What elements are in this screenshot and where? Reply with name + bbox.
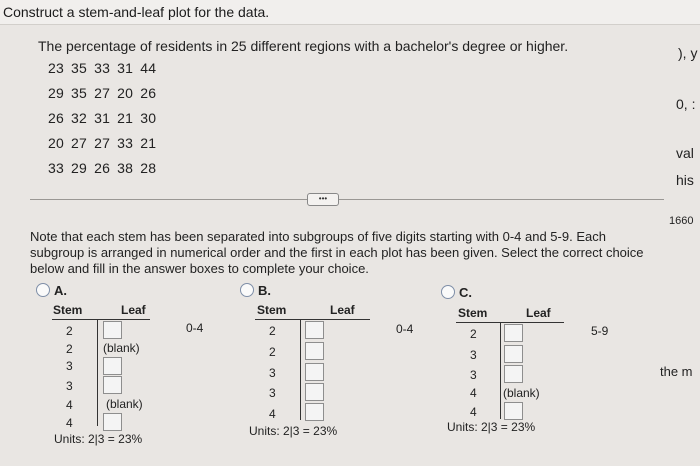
question-text: The percentage of residents in 25 different regions with a bachelor's degree or higher. — [38, 38, 569, 54]
subgroup-range: 5-9 — [591, 324, 609, 338]
stem-value: 2 — [269, 324, 276, 338]
leaf-input[interactable] — [305, 321, 324, 339]
header-rule — [52, 319, 150, 320]
leaf-input[interactable] — [504, 324, 523, 342]
radio-b[interactable] — [240, 283, 254, 297]
side-fragment: his — [676, 172, 694, 188]
leaf-header: Leaf — [526, 306, 551, 320]
stem-value: 2 — [269, 345, 276, 359]
choice-c[interactable] — [441, 285, 472, 300]
stem-value: 3 — [269, 386, 276, 400]
leaf-blank-text: (blank) — [106, 397, 143, 411]
leaf-blank-text: (blank) — [503, 386, 540, 400]
leaf-input[interactable] — [504, 365, 523, 383]
instruction-text: Construct a stem-and-leaf plot for the data. — [3, 4, 270, 20]
stem-value: 4 — [470, 386, 477, 400]
leaf-input[interactable] — [103, 413, 122, 431]
leaf-input[interactable] — [305, 363, 324, 381]
stem-value: 3 — [66, 379, 73, 393]
instruction-note: Note that each stem has been separated into subgroups of five digits starting with 0-4 and 5-9. Each subgroup is arranged in numerical order and the first in each plot has been given. Select the correct choice below and fill in the answer boxes to complete your choice. — [30, 229, 644, 276]
units-label: Units: 2|3 = 23% — [54, 432, 143, 446]
stem-leaf-divider — [500, 322, 501, 419]
leaf-input[interactable] — [103, 376, 122, 394]
subgroup-range: 0-4 — [396, 322, 414, 336]
data-row: 26 32 31 21 30 — [48, 110, 157, 126]
units-label: Units: 2|3 = 23% — [447, 420, 536, 434]
units-label: Units: 2|3 = 23% — [249, 424, 338, 438]
choice-b-label: B. — [258, 283, 271, 298]
leaf-blank-text: (blank) — [103, 341, 140, 355]
choice-a[interactable] — [36, 283, 67, 298]
stem-value: 2 — [470, 327, 477, 341]
stem-value: 2 — [66, 342, 73, 356]
leaf-header: Leaf — [121, 303, 146, 317]
leaf-input[interactable] — [103, 357, 122, 375]
stem-leaf-divider — [97, 319, 98, 426]
data-row: 20 27 27 33 21 — [48, 135, 157, 151]
radio-a[interactable] — [36, 283, 50, 297]
side-fragment: 1660 — [669, 215, 694, 227]
choice-b[interactable] — [240, 283, 271, 298]
data-row: 33 29 26 38 28 — [48, 160, 157, 176]
leaf-input[interactable] — [504, 402, 523, 420]
stem-value: 4 — [269, 407, 276, 421]
subgroup-range: 0-4 — [186, 321, 204, 335]
leaf-input[interactable] — [305, 403, 324, 421]
section-divider — [30, 199, 664, 200]
leaf-input[interactable] — [504, 345, 523, 363]
leaf-input[interactable] — [305, 342, 324, 360]
stem-value: 4 — [66, 398, 73, 412]
expand-button[interactable]: ••• — [307, 193, 339, 206]
header-rule — [456, 322, 564, 323]
data-row: 29 35 27 20 26 — [48, 85, 157, 101]
side-fragment: 0, : — [676, 96, 696, 112]
stem-value: 3 — [470, 368, 477, 382]
choice-a-label: A. — [54, 283, 67, 298]
stem-leaf-divider — [300, 319, 301, 420]
side-fragment: the m — [660, 364, 693, 379]
stem-value: 3 — [470, 348, 477, 362]
side-fragment: ), y — [678, 45, 698, 61]
side-fragment: val — [676, 145, 694, 161]
header-rule — [255, 319, 370, 320]
header-bar — [0, 0, 700, 25]
leaf-input[interactable] — [305, 383, 324, 401]
choice-c-label: C. — [459, 285, 472, 300]
stem-value: 4 — [66, 416, 73, 430]
leaf-header: Leaf — [330, 303, 355, 317]
stem-header: Stem — [53, 303, 83, 317]
stem-value: 3 — [269, 366, 276, 380]
data-row: 23 35 33 31 44 — [48, 60, 157, 76]
leaf-input[interactable] — [103, 321, 122, 339]
stem-header: Stem — [458, 306, 488, 320]
stem-value: 3 — [66, 359, 73, 373]
radio-c[interactable] — [441, 285, 455, 299]
stem-value: 2 — [66, 324, 73, 338]
stem-value: 4 — [470, 405, 477, 419]
stem-header: Stem — [257, 303, 287, 317]
